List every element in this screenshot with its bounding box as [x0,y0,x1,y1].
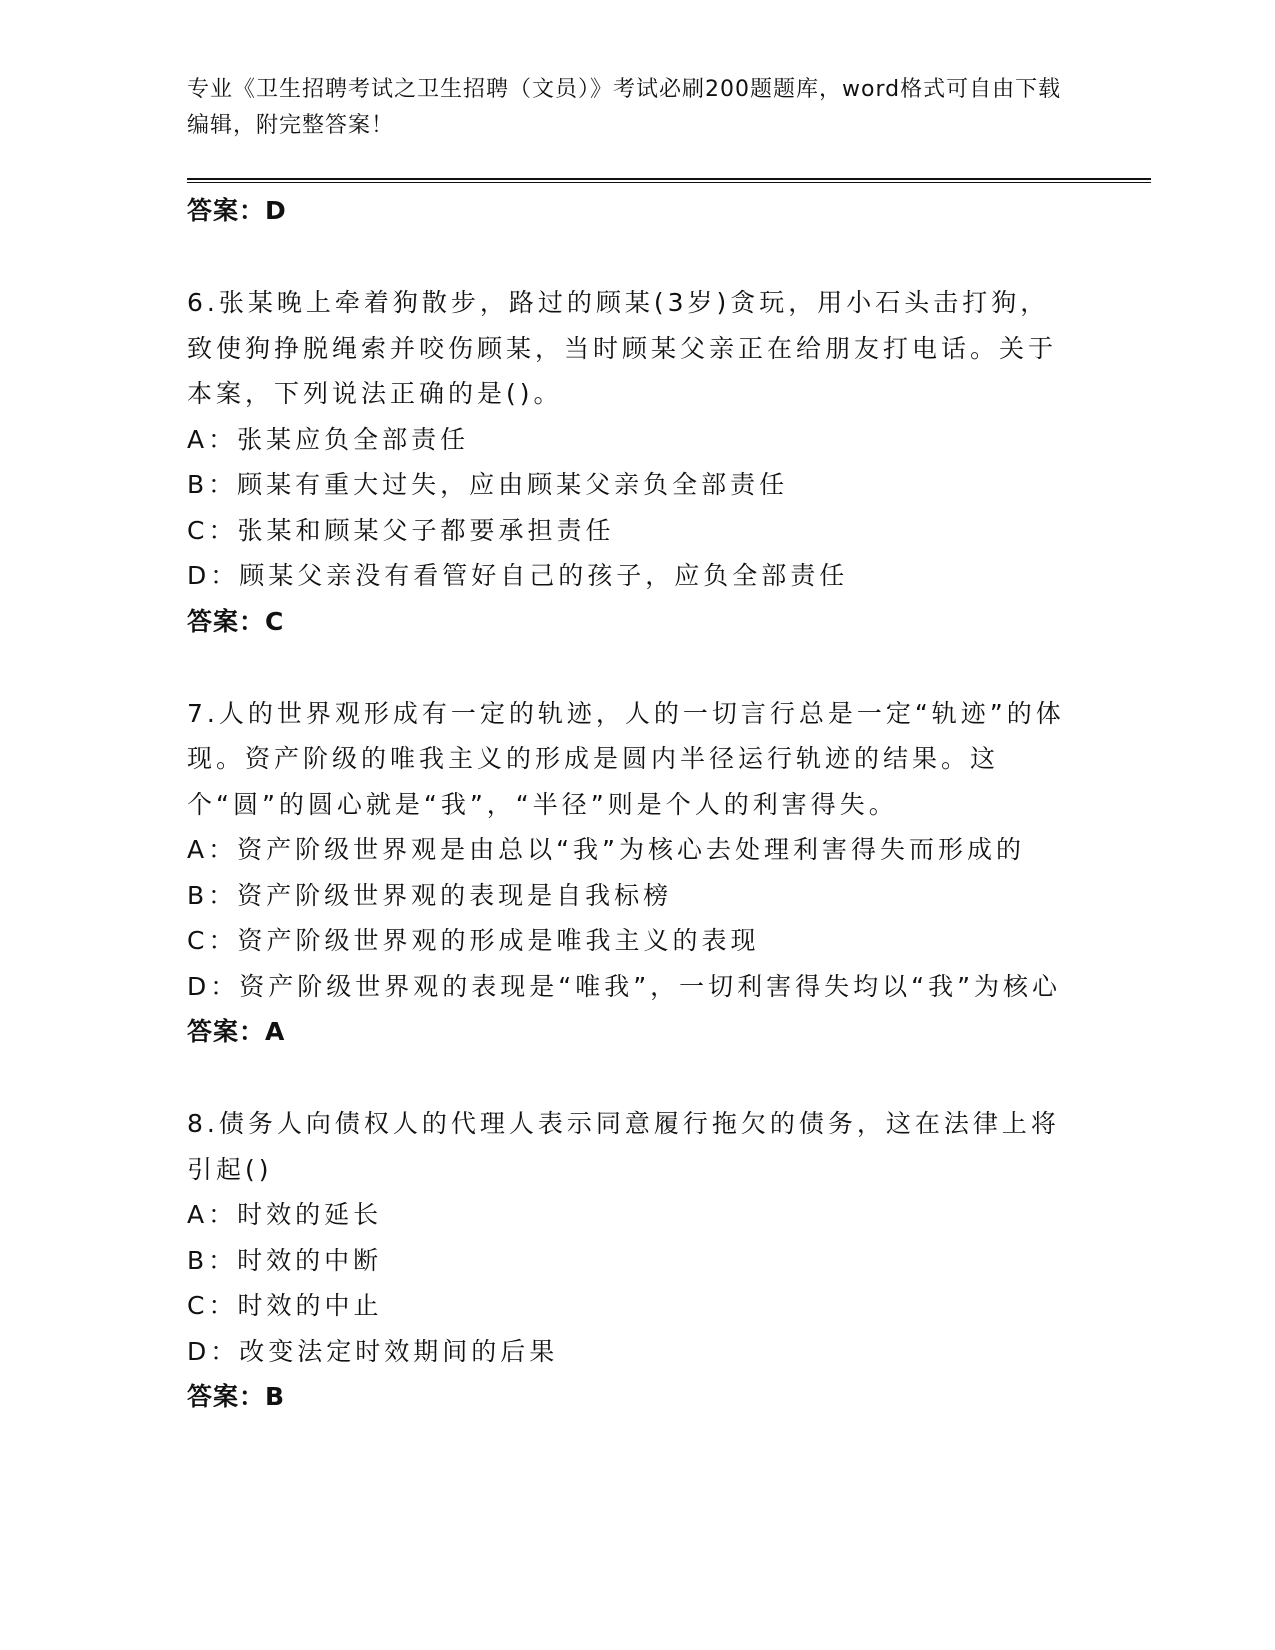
header-divider [187,178,1151,183]
question-7 [187,691,1087,1056]
option-d: D：改变法定时效期间的后果 [187,1336,559,1366]
answer-5: 答案：D [187,196,287,225]
answer: 答案：B [187,1382,286,1411]
option-d: D：顾某父亲没有看管好自己的孩子，应负全部责任 [187,561,849,590]
option-c: C：资产阶级世界观的形成是唯我主义的表现 [187,926,760,955]
question-text: 7.人的世界观形成有一定的轨迹，人的一切言行总是一定“轨迹”的体现。资产阶级的唯我主义的形成是圆内半径运行轨迹的结果。这个“圆”的圆心就是“我”，“半径”则是个人的利害得失。 [187,698,1065,819]
question-text: 6.张某晚上牵着狗散步，路过的顾某(3岁)贪玩，用小石头击打狗，致使狗挣脱绳索并咬伤顾某，当时顾某父亲正在给朋友打电话。关于本案，下列说法正确的是()。 [187,288,1058,408]
document-body [187,188,1087,1420]
question-8 [187,1101,1087,1420]
document-header: 专业《卫生招聘考试之卫生招聘（文员）》考试必刷200题题库，word格式可自由下载编辑，附完整答案！ [187,77,1062,138]
question-6 [187,280,1087,645]
answer: 答案：A [187,1017,286,1046]
option-c: C：时效的中止 [187,1291,383,1320]
option-a: A：时效的延长 [187,1200,383,1229]
option-b: B：资产阶级世界观的表现是自我标榜 [187,880,673,910]
option-b: B：顾某有重大过失，应由顾某父亲负全部责任 [187,470,789,499]
answer: 答案：C [187,606,285,636]
question-text: 8.债务人向债权人的代理人表示同意履行拖欠的债务，这在法律上将引起() [187,1109,1060,1184]
option-b: B：时效的中断 [187,1245,383,1275]
option-d: D：资产阶级世界观的表现是“唯我”，一切利害得失均以“我”为核心 [187,971,1062,1001]
option-a: A：张某应负全部责任 [187,424,470,454]
option-a: A：资产阶级世界观是由总以“我”为核心去处理利害得失而形成的 [187,835,1026,864]
option-c: C：张某和顾某父子都要承担责任 [187,515,615,545]
